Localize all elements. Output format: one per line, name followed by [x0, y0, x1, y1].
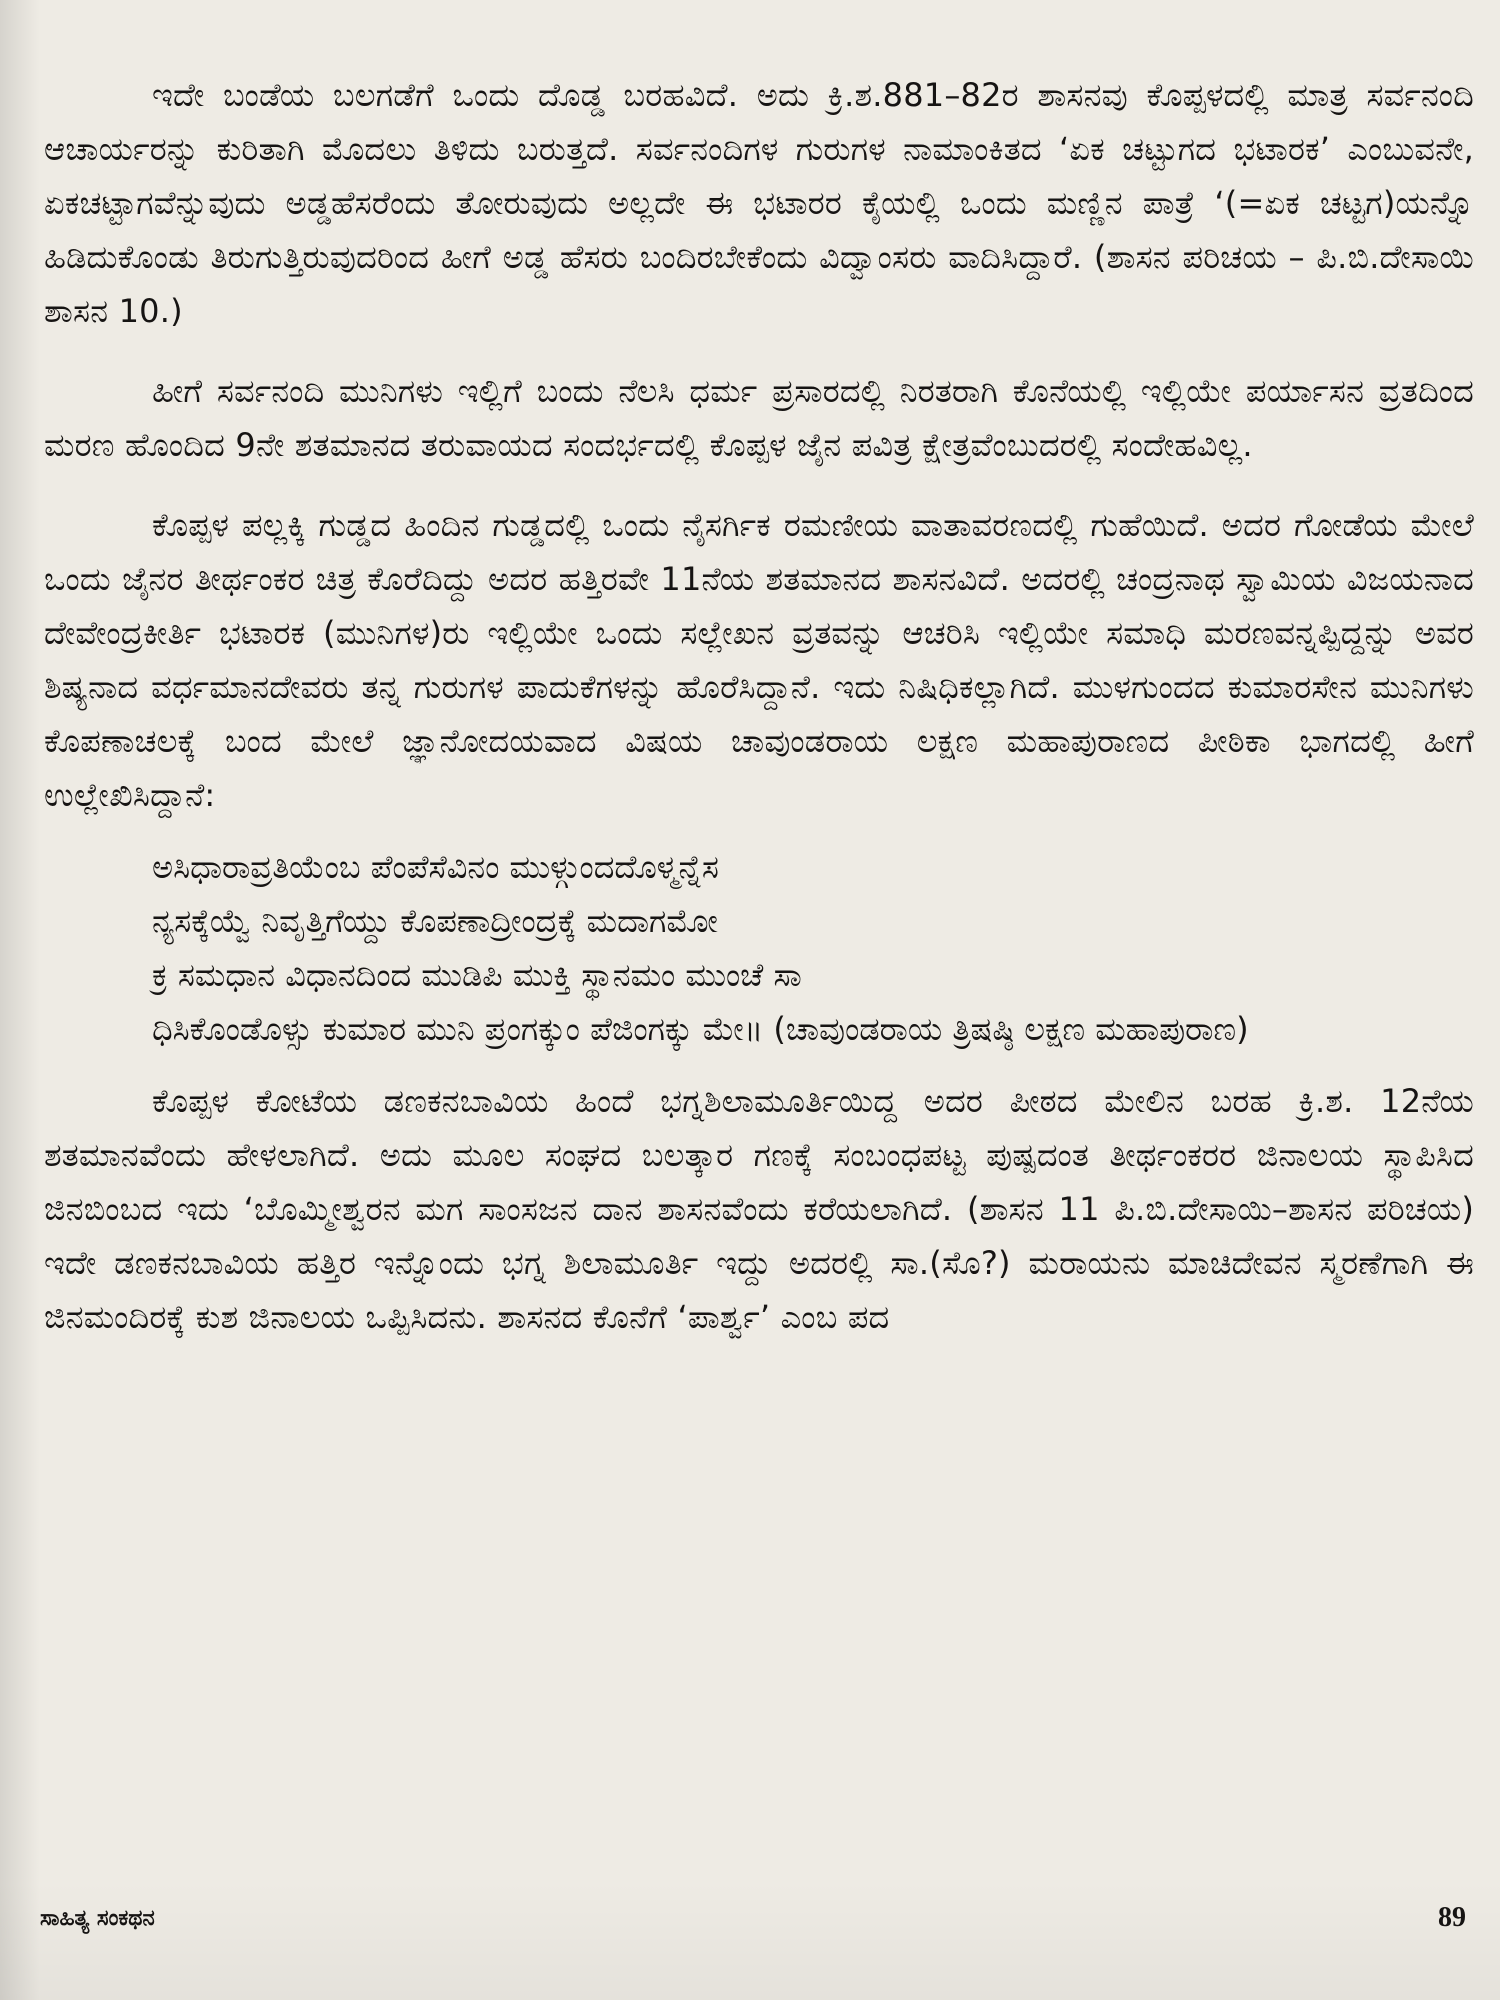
paragraph-1: ಇದೇ ಬಂಡೆಯ ಬಲಗಡೆಗೆ ಒಂದು ದೊಡ್ಡ ಬರಹವಿದೆ. ಅದು ಕ್ರಿ.ಶ.881–82ರ ಶಾಸನವು ಕೊಪ್ಪಳದಲ್ಲಿ ಮಾತ್ರ ಸರ್ವನಂದಿ ಆಚಾರ್ಯರನ್ನು ಕುರಿತಾಗಿ ಮೊದಲು ತಿಳಿದು ಬರುತ್ತದೆ. ಸರ್ವನಂದಿಗಳ ಗುರುಗಳ ನಾಮಾಂಕಿತದ ‘ಏಕ ಚಟ್ಟುಗದ ಭಟಾರಕ’ ಎಂಬುವನೇ, ಏಕಚಟ್ಟಾಗವೆನ್ನುವುದು ಅಡ್ಡಹೆಸರೆಂದು ತೋರುವುದು ಅಲ್ಲದೇ ಈ ಭಟಾರರ ಕೈಯಲ್ಲಿ ಒಂದು ಮಣ್ಣಿನ ಪಾತ್ರೆ ‘(=ಏಕ ಚಟ್ಟಗ)ಯನ್ನೊ ಹಿಡಿದುಕೊಂಡು ತಿರುಗುತ್ತಿರುವುದರಿಂದ ಹೀಗೆ ಅಡ್ಡ ಹೆಸರು ಬಂದಿರಬೇಕೆಂದು ವಿದ್ವಾಂಸರು ವಾದಿಸಿದ್ದಾರೆ. (ಶಾಸನ ಪರಿಚಯ – ಪಿ.ಬಿ.ದೇಸಾಯಿ ಶಾಸನ 10.): [44, 76, 1474, 330]
page-footer: [40, 1898, 1466, 1938]
paragraph-4: ಕೊಪ್ಪಳ ಕೋಟೆಯ ಡಣಕನಬಾವಿಯ ಹಿಂದೆ ಭಗ್ನಶಿಲಾಮೂರ್ತಿಯಿದ್ದ ಅದರ ಪೀಠದ ಮೇಲಿನ ಬರಹ ಕ್ರಿ.ಶ. 12ನೆಯ ಶತಮಾನವೆಂದು ಹೇಳಲಾಗಿದೆ. ಅದು ಮೂಲ ಸಂಘದ ಬಲತ್ಕಾರ ಗಣಕ್ಕೆ ಸಂಬಂಧಪಟ್ಟ ಪುಷ್ಪದಂತ ತೀರ್ಥಂಕರರ ಜಿನಾಲಯ ಸ್ಥಾಪಿಸಿದ ಜಿನಬಿಂಬದ ಇದು ‘ಬೊಮ್ಮೀಶ್ವರನ ಮಗ ಸಾಂಸಜನ ದಾನ ಶಾಸನವೆಂದು ಕರೆಯಲಾಗಿದೆ. (ಶಾಸನ 11 ಪಿ.ಬಿ.ದೇಸಾಯಿ–ಶಾಸನ ಪರಿಚಯ) ಇದೇ ಡಣಕನಬಾವಿಯ ಹತ್ತಿರ ಇನ್ನೊಂದು ಭಗ್ನ ಶಿಲಾಮೂರ್ತಿ ಇದ್ದು ಅದರಲ್ಲಿ ಸಾ.(ಸೊ?) ಮರಾಯನು ಮಾಚಿದೇವನ ಸ್ಮರಣೆಗಾಗಿ ಈ ಜಿನಮಂದಿರಕ್ಕೆ ಕುಶ ಜಿನಾಲಯ ಒಪ್ಪಿಸಿದನು. ಶಾಸನದ ಕೊನೆಗೆ ‘ಪಾರ್ಶ್ವ’ ಎಂಬ ಪದ: [44, 1082, 1474, 1336]
verse-line-3: ಕ್ರ ಸಮಧಾನ ವಿಧಾನದಿಂದ ಮುಡಿಪಿ ಮುಕ್ತಿ ಸ್ಥಾನಮಂ ಮುಂಚೆ ಸಾ: [152, 956, 802, 994]
paragraph-3: ಕೊಪ್ಪಳ ಪಲ್ಲಕ್ಕಿ ಗುಡ್ಡದ ಹಿಂದಿನ ಗುಡ್ಡದಲ್ಲಿ ಒಂದು ನೈಸರ್ಗಿಕ ರಮಣೀಯ ವಾತಾವರಣದಲ್ಲಿ ಗುಹೆಯಿದೆ. ಅದರ ಗೋಡೆಯ ಮೇಲೆ ಒಂದು ಜೈನರ ತೀರ್ಥಂಕರ ಚಿತ್ರ ಕೊರೆದಿದ್ದು ಅದರ ಹತ್ತಿರವೇ 11ನೆಯ ಶತಮಾನದ ಶಾಸನವಿದೆ. ಅದರಲ್ಲಿ ಚಂದ್ರನಾಥ ಸ್ವಾಮಿಯ ವಿಜಯನಾದ ದೇವೇಂದ್ರಕೀರ್ತಿ ಭಟಾರಕ (ಮುನಿಗಳ)ರು ಇಲ್ಲಿಯೇ ಒಂದು ಸಲ್ಲೇಖನ ವ್ರತವನ್ನು ಆಚರಿಸಿ ಇಲ್ಲಿಯೇ ಸಮಾಧಿ ಮರಣವನ್ನಪ್ಪಿದ್ದನ್ನು ಅವರ ಶಿಷ್ಯನಾದ ವರ್ಧಮಾನದೇವರು ತನ್ನ ಗುರುಗಳ ಪಾದುಕೆಗಳನ್ನು ಹೊರೆಸಿದ್ದಾನೆ. ಇದು ನಿಷಿಧಿಕಲ್ಲಾಗಿದೆ. ಮುಳಗುಂದದ ಕುಮಾರಸೇನ ಮುನಿಗಳು ಕೊಪಣಾಚಲಕ್ಕೆ ಬಂದ ಮೇಲೆ ಜ್ಞಾನೋದಯವಾದ ವಿಷಯ ಚಾವುಂಡರಾಯ ಲಕ್ಷಣ ಮಹಾಪುರಾಣದ ಪೀಠಿಕಾ ಭಾಗದಲ್ಲಿ ಹೀಗೆ ಉಲ್ಲೇಖಿಸಿದ್ದಾನೆ:: [44, 506, 1474, 814]
paragraph-2: ಹೀಗೆ ಸರ್ವನಂದಿ ಮುನಿಗಳು ಇಲ್ಲಿಗೆ ಬಂದು ನೆಲಸಿ ಧರ್ಮ ಪ್ರಸಾರದಲ್ಲಿ ನಿರತರಾಗಿ ಕೊನೆಯಲ್ಲಿ ಇಲ್ಲಿಯೇ ಪರ್ಯಾಸನ ವ್ರತದಿಂದ ಮರಣ ಹೊಂದಿದ 9ನೇ ಶತಮಾನದ ತರುವಾಯದ ಸಂದರ್ಭದಲ್ಲಿ ಕೊಪ್ಪಳ ಜೈನ ಪವಿತ್ರ ಕ್ಷೇತ್ರವೆಂಬುದರಲ್ಲಿ ಸಂದೇಹವಿಲ್ಲ.: [44, 372, 1474, 464]
verse-block: [44, 840, 1474, 1056]
verse-line-1: ಅಸಿಧಾರಾವ್ರತಿಯೆಂಬ ಪೆಂಪೆಸೆವಿನಂ ಮುಳ್ಗುಂದದೊಳ್ಮನ್ನೆಸ: [152, 848, 719, 886]
page-number: 89: [1438, 1902, 1466, 1933]
verse-line-2: ನ್ಯಸಕ್ಕೆಯ್ವೆ ನಿವೃತ್ತಿಗೆಯ್ದು ಕೊಪಣಾದ್ರೀಂದ್ರಕ್ಕೆ ಮದಾಗಮೋ: [152, 902, 718, 940]
page-body: [44, 68, 1474, 1344]
verse-line-4: ಧಿಸಿಕೊಂಡೊಳ್ಸು ಕುಮಾರ ಮುನಿ ಪ್ರಂಗಕ್ಕುಂ ಪೆಜಿಂಗಕ್ಕು ಮೇ॥ (ಚಾವುಂಡರಾಯ ತ್ರಿಷಷ್ಠಿ ಲಕ್ಷಣ ಮಹಾಪುರಾಣ): [152, 1010, 1249, 1048]
running-footer-title: ಸಾಹಿತ್ಯ ಸಂಕಥನ: [40, 1905, 155, 1931]
